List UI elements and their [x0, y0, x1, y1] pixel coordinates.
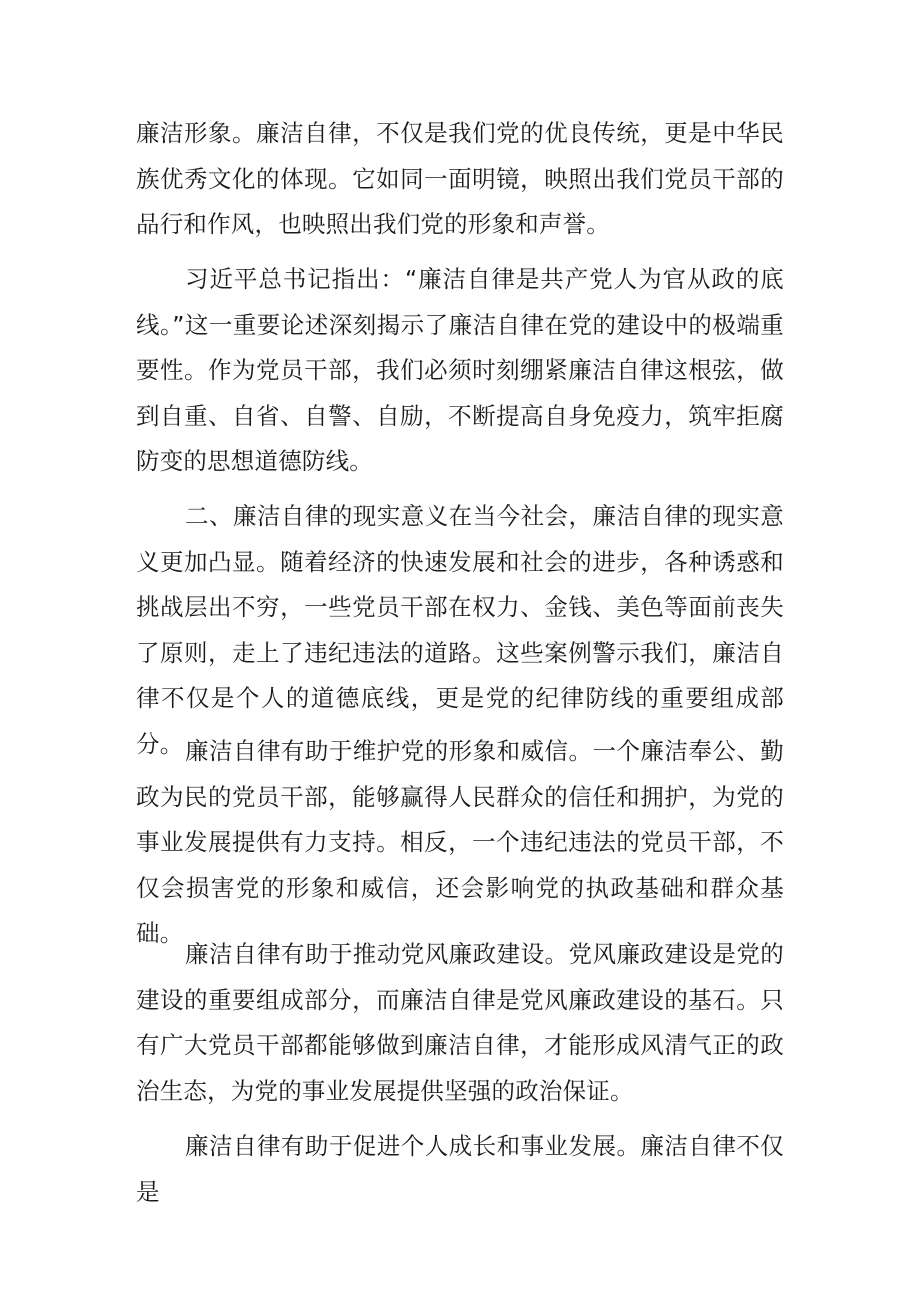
paragraph-continuation: 廉洁形象。廉洁自律，不仅是我们党的优良传统，更是中华民族优秀文化的体现。它如同一面明镜，映照出我们党员干部的品行和作风，也映照出我们党的形象和声誉。 — [136, 119, 784, 238]
paragraph-personal-growth: 廉洁自律有助于促进个人成长和事业发展。廉洁自律不仅是 — [136, 1132, 784, 1206]
paragraph-party-conduct: 廉洁自律有助于推动党风廉政建设。党风廉政建设是党的建设的重要组成部分，而廉洁自律是党风廉政建设的基石。只有广大党员干部都能够做到廉洁自律，才能形成风清气正的政治生态，为党的事业发展提供坚强的政治保证。 — [136, 940, 784, 1105]
paragraph-party-image: 廉洁自律有助于维护党的形象和威信。一个廉洁奉公、勤政为民的党员干部，能够赢得人民群众的信任和拥护，为党的事业发展提供有力支持。相反，一个违纪违法的党员干部，不仅会损害党的形象和威信，还会影响党的执政基础和群众基础。 — [136, 737, 784, 947]
paragraph-xi-quote: 习近平总书记指出：“廉洁自律是共产党人为官从政的底线。”这一重要论述深刻揭示了廉洁自律在党的建设中的极端重要性。作为党员干部，我们必须时刻绷紧廉洁自律这根弦，做到自重、自省、自警、自励，不断提高自身免疫力，筑牢拒腐防变的思想道德防线。 — [136, 265, 784, 475]
paragraph-section-two: 二、廉洁自律的现实意义在当今社会，廉洁自律的现实意义更加凸显。随着经济的快速发展和社会的进步，各种诱惑和挑战层出不穷，一些党员干部在权力、金钱、美色等面前丧失了原则，走上了违纪违法的道路。这些案例警示我们，廉洁自律不仅是个人的道德底线，更是党的纪律防线的重要组成部分。 — [136, 502, 784, 758]
